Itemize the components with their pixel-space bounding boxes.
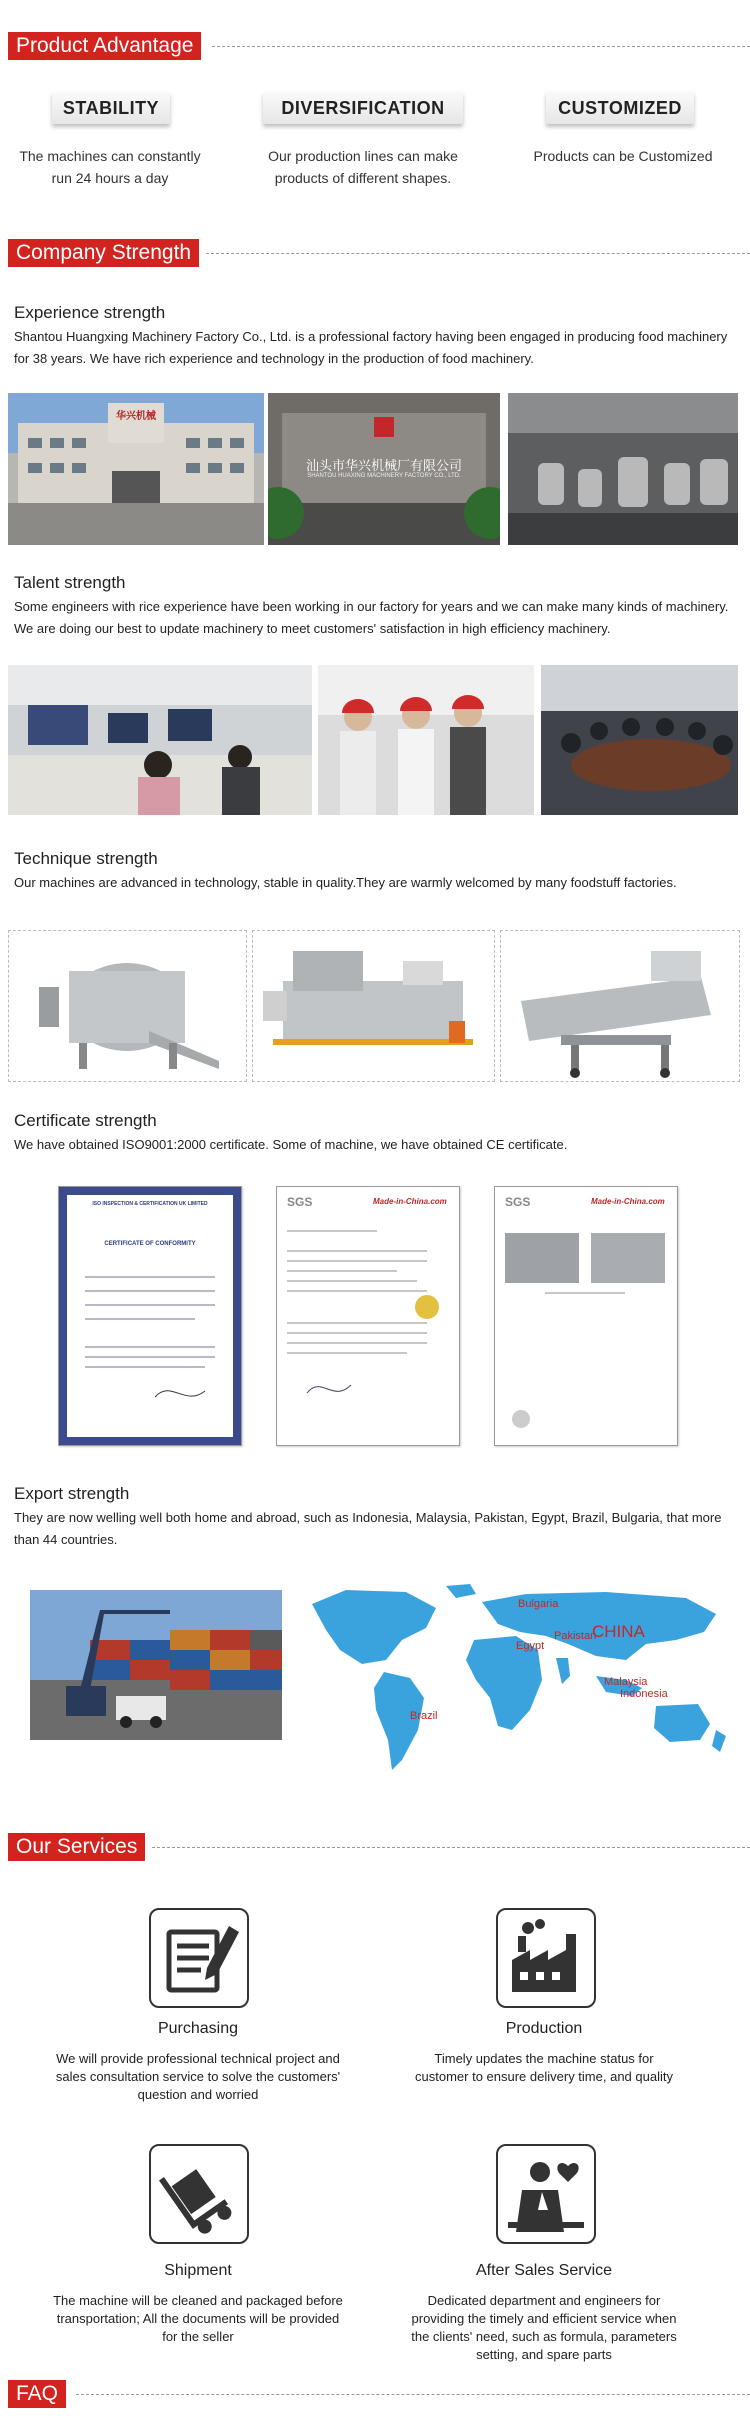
service-title-purchasing: Purchasing	[157, 2020, 239, 2037]
service-text-production: Timely updates the machine status for customer to ensure delivery time, and quality	[415, 2051, 673, 2084]
advantage-text-diversification: Our production lines can make products of different shapes.	[268, 148, 458, 186]
factory-sign: 华兴机械	[116, 411, 156, 422]
service-title-production: Production	[505, 2020, 583, 2037]
divider	[76, 2394, 750, 2395]
map-label-brazil: Brazil	[410, 1710, 438, 1722]
certificate-text: We have obtained ISO9001:2000 certificate. Some of machine, we have obtained CE certificate.	[14, 1137, 568, 1152]
divider	[152, 1847, 750, 1848]
factory-icon	[496, 1908, 596, 2008]
advantage-text-stability: The machines can constantly run 24 hours a day	[19, 148, 201, 186]
export-text: They are now welling well both home and abroad, such as Indonesia, Malaysia, Pakistan, Egypt, Brazil, Bulgaria, that more than 44 countries.	[14, 1510, 722, 1547]
section-title: Our Services	[8, 1833, 145, 1861]
document-pen-icon	[149, 1908, 249, 2008]
section-header-services	[0, 1833, 750, 1863]
mic-logo: Made-in-China.com	[373, 1197, 447, 1206]
cert-title: CERTIFICATE OF CONFORMITY	[104, 1241, 196, 1247]
advantage-title-customized: CUSTOMIZED	[546, 92, 694, 124]
map-label-indonesia: Indonesia	[620, 1688, 668, 1700]
section-title: Company Strength	[8, 239, 199, 267]
service-title-after-sales: After Sales Service	[475, 2262, 613, 2279]
office-staff-photo	[8, 665, 312, 815]
section-title: FAQ	[8, 2380, 66, 2408]
section-header-faq	[0, 2380, 750, 2410]
sgs-logo: SGS	[505, 1195, 531, 1209]
sgs-logo: SGS	[287, 1195, 313, 1209]
advantage-title-diversification: DIVERSIFICATION	[263, 92, 463, 124]
map-label-malaysia: Malaysia	[604, 1676, 648, 1688]
lobby-sign-en: SHANTOU HUAXING MACHINERY FACTORY CO., LTD.	[307, 473, 461, 479]
technique-text: Our machines are advanced in technology, stable in quality.They are warmly welcomed by many foodstuff factories.	[14, 875, 677, 890]
service-text-purchasing: We will provide professional technical project and sales consultation service to solve the customers' question and worried	[55, 2051, 341, 2102]
engineers-photo	[318, 665, 534, 815]
certificate-heading: Certificate strength	[14, 1111, 157, 1130]
technique-heading: Technique strength	[14, 849, 158, 868]
service-text-after-sales: Dedicated department and engineers for providing the timely and efficient service when the clients' need, such as formula, parameters setting, and spare parts	[411, 2293, 677, 2362]
certificate-iso	[58, 1186, 242, 1446]
section-header-advantage	[0, 32, 750, 62]
advantage-title-stability: STABILITY	[52, 92, 170, 124]
talent-text: Some engineers with rice experience have been working in our factory for years and we can make many kinds of machinery. We are doing our best to update machinery to meet customers' satisfaction in high efficiency machinery.	[14, 599, 729, 636]
certificate-sgs-photos	[494, 1186, 678, 1446]
cert-header: ISO INSPECTION & CERTIFICATION UK LIMITED	[92, 1201, 208, 1207]
meeting-photo	[541, 665, 738, 815]
experience-heading: Experience strength	[14, 303, 166, 322]
certificate-sgs-report	[276, 1186, 460, 1446]
experience-text: Shantou Huangxing Machinery Factory Co., Ltd. is a professional factory having been engaged in producing food machinery for 38 years. We have rich experience and technology in the production of food machinery.	[14, 329, 728, 366]
world-map	[306, 1580, 738, 1790]
machine-photo-roaster	[8, 930, 247, 1082]
map-label-egypt: Egypt	[516, 1640, 545, 1652]
container-port-photo	[30, 1590, 282, 1740]
machine-photo-coater	[500, 930, 740, 1082]
talent-heading: Talent strength	[14, 573, 126, 592]
map-label-pakistan: Pakistan	[554, 1630, 597, 1642]
export-heading: Export strength	[14, 1484, 130, 1503]
section-header-strength	[0, 239, 750, 269]
company-lobby-photo	[268, 393, 500, 545]
service-title-shipment: Shipment	[164, 2262, 232, 2279]
support-person-icon	[496, 2144, 596, 2244]
advantage-text-customized: Products can be Customized	[533, 148, 713, 164]
divider	[206, 253, 750, 254]
hand-truck-icon	[149, 2144, 249, 2244]
map-label-china: CHINA	[592, 1622, 645, 1641]
map-label-bulgaria: Bulgaria	[518, 1598, 559, 1610]
machine-photo-fryer	[252, 930, 495, 1082]
divider	[212, 46, 750, 47]
mic-logo: Made-in-China.com	[591, 1197, 665, 1206]
workshop-photo	[508, 393, 738, 545]
section-title: Product Advantage	[8, 32, 201, 60]
factory-building-photo	[8, 393, 264, 545]
service-text-shipment: The machine will be cleaned and packaged before transportation; All the documents will be provided for the seller	[53, 2293, 343, 2344]
lobby-sign-cn: 汕头市华兴机械厂有限公司	[305, 458, 462, 473]
